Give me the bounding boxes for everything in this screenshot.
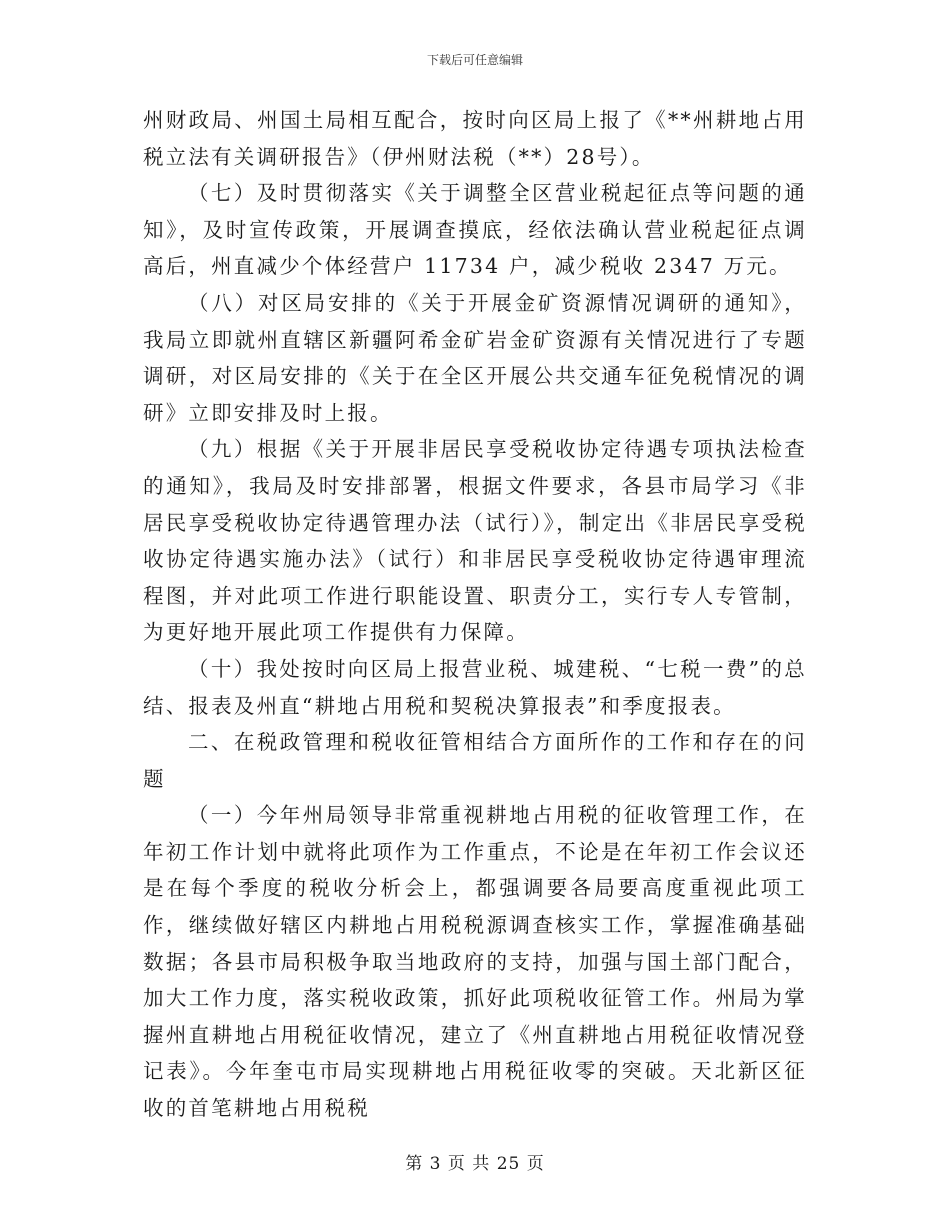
page-header: 下载后可任意编辑 (426, 53, 523, 67)
paragraph-1: 州财政局、州国土局相互配合，按时向区局上报了《**州耕地占用税立法有关调研报告》（伊州财法税（**）28号）。 (143, 108, 807, 169)
page-number: 第 3 页 共 25 页 (405, 1154, 545, 1174)
section-heading: 二、在税政管理和税收征管相结合方面所作的工作和存在的问题 (143, 730, 807, 791)
paragraph-2: （七）及时贯彻落实《关于调整全区营业税起征点等问题的通知》，及时宣传政策，开展调查摸底，经依法确认营业税起征点调高后，州直减少个体经营户 11734 户，减少税收 2347 万元。 (143, 181, 807, 279)
paragraph-5: （十）我处按时向区局上报营业税、城建税、“七税一费”的总结、报表及州直“耕地占用税和契税决算报表”和季度报表。 (143, 656, 807, 718)
document-body (143, 102, 807, 1127)
paragraph-6: （一）今年州局领导非常重视耕地占用税的征收管理工作，在年初工作计划中就将此项作为工作重点，不论是在年初工作会议还是在每个季度的税收分析会上，都强调要各局要高度重视此项工作，继续做好辖区内耕地占用税税源调查核实工作，掌握准确基础数据；各县市局积极争取当地政府的支持，加强与国土部门配合，加大工作力度，落实税收政策，抓好此项税收征管工作。州局为掌握州直耕地占用税征收情况，建立了《州直耕地占用税征收情况登记表》。今年奎屯市局实现耕地占用税征收零的突破。天北新区征收的首笔耕地占用税税 (143, 803, 807, 1121)
paragraph-3: （八）对区局安排的《关于开展金矿资源情况调研的通知》，我局立即就州直辖区新疆阿希金矿岩金矿资源有关情况进行了专题调研，对区局安排的《关于在全区开展公共交通车征免税情况的调研》立即安排及时上报。 (143, 290, 807, 425)
paragraph-4: （九）根据《关于开展非居民享受税收协定待遇专项执法检查的通知》，我局及时安排部署，根据文件要求，各县市局学习《非居民享受税收协定待遇管理办法（试行）》，制定出《非居民享受税收协定待遇实施办法》（试行）和非居民享受税收协定待遇审理流程图，并对此项工作进行职能设置、职责分工，实行专人专管制，为更好地开展此项工作提供有力保障。 (143, 437, 807, 645)
